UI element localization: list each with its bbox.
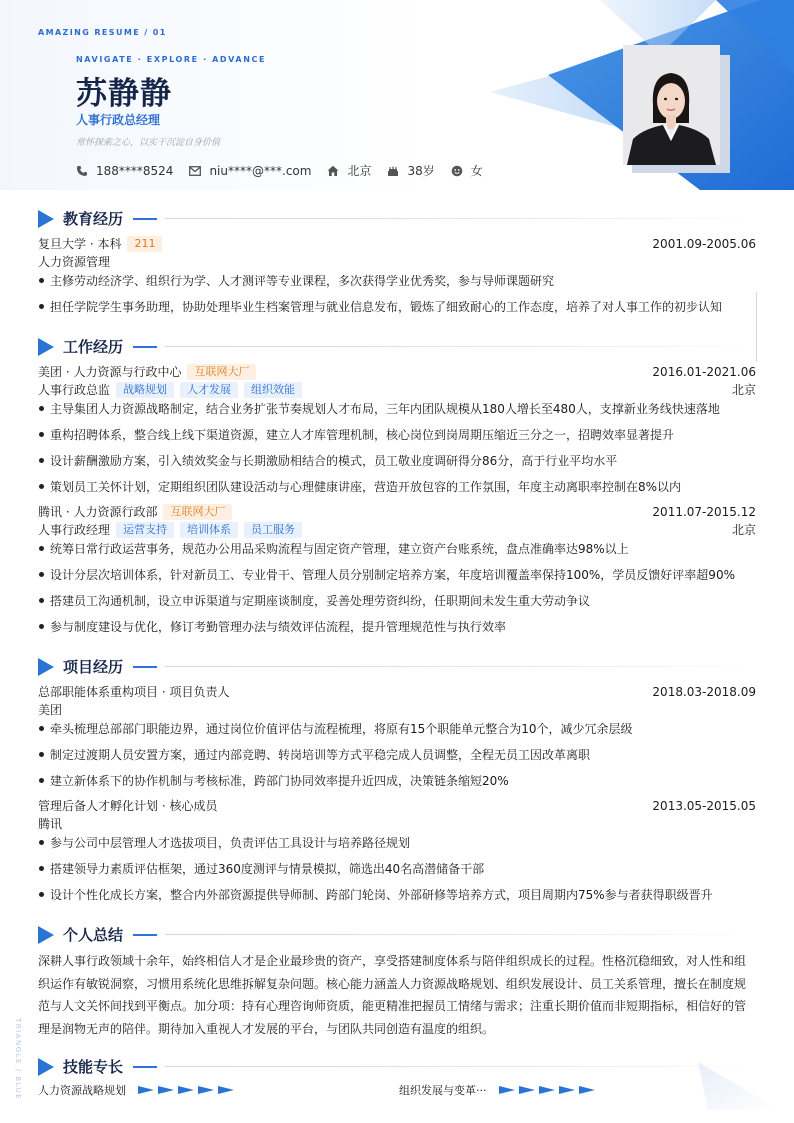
level-arrow-icon (158, 1086, 174, 1094)
project-org: 腾讯 (38, 817, 63, 831)
role-title: 人事行政经理 (38, 523, 111, 537)
bullet-text: 设计薪酬激励方案，引入绩效奖金与长期激励相结合的模式，员工敬业度调研得分86分，高于行业平均水平 (50, 454, 618, 468)
project-org: 美团 (38, 703, 63, 717)
list-item (38, 567, 756, 583)
bullet-dot (39, 572, 44, 577)
bullet-dot (39, 598, 44, 603)
gender-icon (451, 165, 463, 177)
school-name: 复旦大学 · 本科 (38, 237, 122, 251)
project-entry-header (38, 797, 756, 814)
contact-gender (451, 162, 483, 179)
section-title: 教育经历 (63, 210, 124, 228)
bullet-text: 建立新体系下的协作机制与考核标准，跨部门协同效率提升近四成，决策链条缩短20% (50, 774, 509, 788)
age: 38岁 (407, 164, 435, 178)
skill-level-arrows (138, 1086, 238, 1094)
bullet-dot (39, 432, 44, 437)
contact-email (189, 164, 311, 178)
list-item (38, 747, 756, 763)
contact-info (76, 162, 499, 179)
section-title: 工作经历 (63, 338, 124, 356)
bullet-text: 牵头梳理总部部门职能边界，通过岗位价值评估与流程梳理，将原有15个职能单元整合为10个，减少冗余层级 (50, 722, 633, 736)
list-item (38, 721, 756, 737)
skill-tag: 运营支持 (116, 522, 174, 538)
side-vertical-text: TRIANGLE / BLUE (14, 1018, 22, 1101)
work-entry-header (38, 503, 756, 520)
portrait-illustration (623, 45, 720, 165)
section-divider (165, 346, 758, 347)
section-projects-header (38, 656, 758, 677)
bullet-text: 担任学院学生事务助理，协助处理毕业生档案管理与就业信息发布，锻炼了细致耐心的工作态度，培养了对人事工作的初步认知 (50, 300, 723, 314)
school-tag: 211 (127, 236, 162, 252)
skill-tag: 战略规划 (116, 382, 174, 398)
work-entry-header (38, 363, 756, 380)
bullet-text: 主导集团人力资源战略制定，结合业务扩张节奏规划人才布局，三年内团队规模从180人增长至480人，支撑新业务线快速落地 (50, 402, 720, 416)
section-divider (165, 218, 758, 219)
skill-item (38, 1082, 238, 1098)
candidate-name: 苏静静 (76, 76, 172, 112)
bullet-text: 统筹日常行政运营事务，规范办公用品采购流程与固定资产管理，建立资产台账系统，盘点准确率达98%以上 (50, 542, 629, 556)
bullet-text: 制定过渡期人员安置方案，通过内部竞聘、转岗培训等方式平稳完成人员调整，全程无员工因改革离职 (50, 748, 591, 762)
level-arrow-icon (178, 1086, 194, 1094)
list-item (38, 593, 756, 609)
work-dates: 2016.01-2021.06 (652, 364, 756, 379)
bullet-dot (39, 778, 44, 783)
level-arrow-icon (539, 1086, 555, 1094)
education-major: 人力资源管理 (38, 255, 111, 269)
section-divider (165, 934, 758, 935)
list-item (38, 273, 756, 289)
skill-name: 人力资源战略规划 (38, 1084, 126, 1097)
list-item (38, 299, 756, 315)
bullet-dot (39, 458, 44, 463)
project-title: 总部职能体系重构项目 · 项目负责人 (38, 685, 230, 699)
bullet-text: 主修劳动经济学、组织行为学、人才测评等专业课程，多次获得学业优秀奖，参与导师课题研究 (50, 274, 555, 288)
triangle-icon (38, 210, 54, 228)
list-item (38, 773, 756, 789)
bullet-text: 搭建领导力素质评估框架，通过360度测评与情景模拟，筛选出40名高潜储备干部 (50, 862, 485, 876)
bullet-dot (39, 752, 44, 757)
project-entry-header (38, 683, 756, 700)
title-underline (133, 346, 157, 348)
skill-tag: 员工服务 (244, 522, 302, 538)
contact-age (387, 162, 434, 179)
section-title: 个人总结 (63, 926, 124, 944)
birthday-cake-icon (387, 165, 399, 177)
bullet-text: 设计分层次培训体系，针对新员工、专业骨干、管理人员分别制定培养方案，年度培训覆盖率保持100%，学员反馈好评率超90% (50, 568, 735, 582)
tagline: 常怀探索之心，以实干沉淀自身价值 (76, 138, 221, 148)
triangle-icon (38, 926, 54, 944)
work-location: 北京 (731, 383, 756, 397)
work-location: 北京 (731, 523, 756, 537)
section-divider (165, 1066, 758, 1067)
education-entry (38, 235, 756, 252)
work-dates: 2011.07-2015.12 (652, 504, 756, 519)
bullet-dot (39, 866, 44, 871)
bullet-dot (39, 840, 44, 845)
summary-text: 深耕人事行政领域十余年，始终相信人才是企业最珍贵的资产，享受搭建制度体系与陪伴组织成长的过程。性格沉稳细致，对人性和组织运作有敏锐洞察，习惯用系统化思维拆解复杂问题。核心能力涵盖人力资源战略规划、组织发展设计、员工关系管理，擅长在制度规范与人文关怀间找到平衡点。加分项：持有心理咨询师资质，能更精准把握员工情绪与需求；注重长期价值而非短期指标，相信好的管理是润物无声的陪伴。期待加入重视人才发展的平台，与团队共同创造有温度的组织。 (38, 954, 747, 1036)
section-summary-header (38, 924, 758, 945)
skill-tag: 组织效能 (244, 382, 302, 398)
title-underline (133, 666, 157, 668)
bullet-text: 重构招聘体系，整合线上线下渠道资源，建立人才库管理机制，核心岗位到岗周期压缩近三分之一，招聘效率显著提升 (50, 428, 675, 442)
email-address: niu****@***.com (209, 163, 312, 178)
triangle-icon (38, 658, 54, 676)
bullet-dot (39, 484, 44, 489)
list-item (38, 619, 756, 635)
section-education-header (38, 208, 758, 229)
gender: 女 (470, 164, 483, 178)
role-title: 人事行政总监 (38, 383, 111, 397)
level-arrow-icon (579, 1086, 595, 1094)
list-item (38, 479, 756, 495)
bullet-text: 参与公司中层管理人才选拔项目，负责评估工具设计与培养路径规划 (50, 836, 411, 850)
company-name: 腾讯 · 人力资源行政部 (38, 505, 158, 519)
level-arrow-icon (138, 1086, 154, 1094)
section-skills-header (38, 1056, 758, 1077)
phone-icon (76, 165, 88, 177)
skill-tag: 人才发展 (180, 382, 238, 398)
level-arrow-icon (198, 1086, 214, 1094)
level-arrow-icon (519, 1086, 535, 1094)
skill-item (399, 1082, 599, 1098)
bullet-dot (39, 304, 44, 309)
section-title: 技能专长 (63, 1058, 124, 1076)
city: 北京 (347, 164, 372, 178)
job-title: 人事行政总经理 (76, 113, 161, 127)
list-item (38, 427, 756, 443)
list-item (38, 861, 756, 877)
contact-city (327, 162, 371, 179)
bullet-dot (39, 546, 44, 551)
bullet-text: 参与制度建设与优化，修订考勤管理办法与绩效评估流程，提升管理规范性与执行效率 (50, 620, 507, 634)
triangle-icon (38, 1058, 54, 1076)
company-tag: 互联网大厂 (187, 364, 256, 380)
home-icon (327, 165, 339, 177)
section-work-header (38, 336, 758, 357)
list-item (38, 835, 756, 851)
footer-triangle-decoration (690, 1060, 794, 1123)
title-underline (133, 1066, 157, 1068)
contact-phone (76, 164, 173, 178)
work-role-row (38, 521, 756, 538)
phone-number: 188****8524 (96, 163, 174, 178)
skill-level-arrows (499, 1086, 599, 1094)
mail-icon (189, 166, 201, 176)
skill-tag: 培训体系 (180, 522, 238, 538)
work-role-row (38, 381, 756, 398)
title-underline (133, 934, 157, 936)
education-dates: 2001.09-2005.06 (652, 236, 756, 251)
bullet-dot (39, 892, 44, 897)
project-dates: 2018.03-2018.09 (652, 684, 756, 699)
project-dates: 2013.05-2015.05 (652, 798, 756, 813)
profile-photo (623, 45, 720, 165)
project-title: 管理后备人才孵化计划 · 核心成员 (38, 799, 218, 813)
bullet-dot (39, 406, 44, 411)
bullet-text: 搭建员工沟通机制，设立申诉渠道与定期座谈制度，妥善处理劳资纠纷，任职期间未发生重大劳动争议 (50, 594, 591, 608)
company-name: 美团 · 人力资源与行政中心 (38, 365, 182, 379)
level-arrow-icon (499, 1086, 515, 1094)
bullet-dot (39, 726, 44, 731)
section-title: 项目经历 (63, 658, 124, 676)
section-divider (165, 666, 758, 667)
list-item (38, 541, 756, 557)
bullet-dot (39, 278, 44, 283)
bullet-text: 策划员工关怀计划，定期组织团队建设活动与心理健康讲座，营造开放包容的工作氛围，年度主动离职率控制在8%以内 (50, 480, 682, 494)
title-underline (133, 218, 157, 220)
skill-name: 组织发展与变革··· (399, 1084, 487, 1097)
resume-header (0, 0, 794, 190)
triangle-icon (38, 338, 54, 356)
list-item (38, 453, 756, 469)
brand-label: AMAZING RESUME / 01 (38, 28, 167, 37)
level-arrow-icon (218, 1086, 234, 1094)
bullet-dot (39, 624, 44, 629)
motto-text: NAVIGATE · EXPLORE · ADVANCE (76, 55, 267, 64)
company-tag: 互联网大厂 (163, 504, 232, 520)
list-item (38, 401, 756, 417)
list-item (38, 887, 756, 903)
bullet-text: 设计个性化成长方案，整合内外部资源提供导师制、跨部门轮岗、外部研修等培养方式，项目周期内75%参与者获得职级晋升 (50, 888, 713, 902)
level-arrow-icon (559, 1086, 575, 1094)
